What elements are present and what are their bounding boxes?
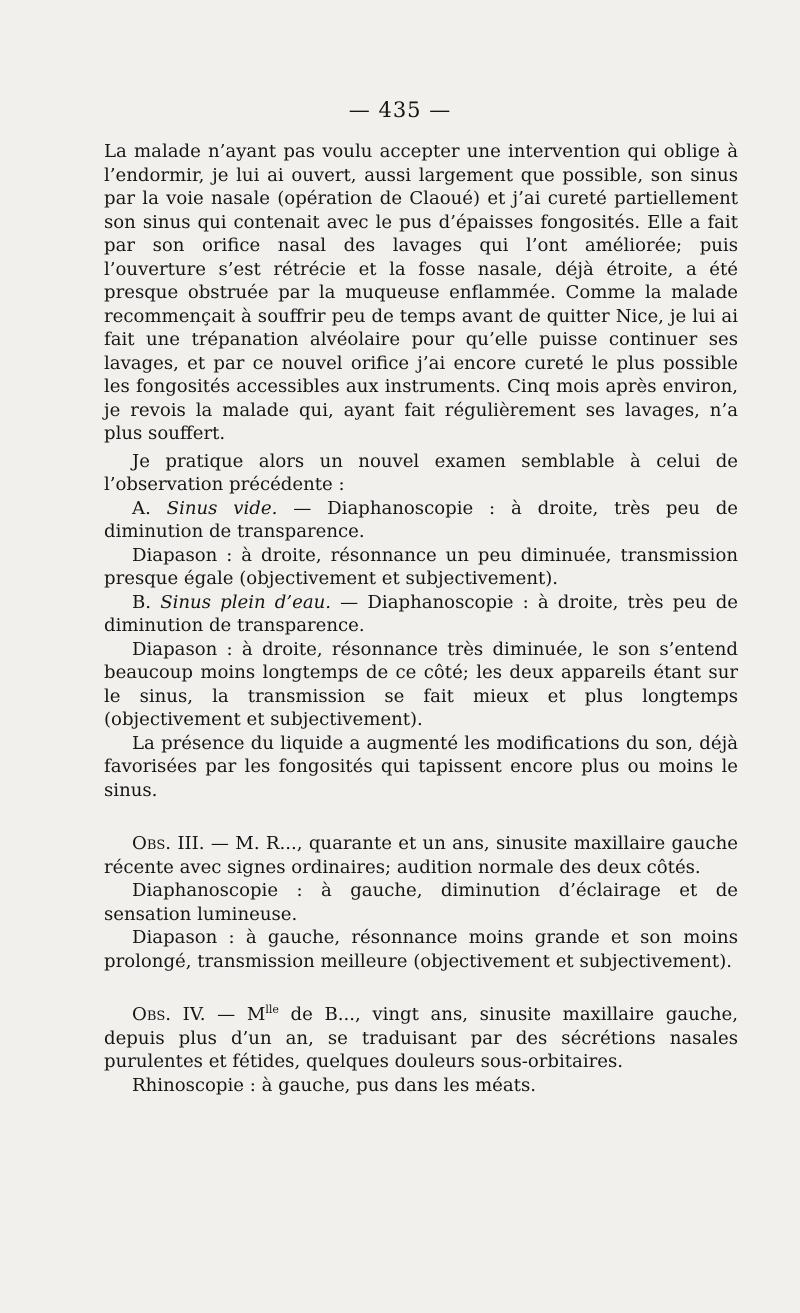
paragraph: Rhinoscopie : à gauche, pus dans les méats. xyxy=(132,1074,536,1096)
observation-label: Obs. III. xyxy=(132,833,205,854)
italic-heading: Sinus plein d’eau. xyxy=(160,591,332,613)
paragraph-text: — M. R..., quarante et un ans, sinusite maxillaire gauche récente avec signes ordinaires; audition normale des deux côtés. xyxy=(104,833,738,878)
paragraph: Diapason : à gauche, résonnance moins grande et son moins prolongé, transmission meilleure (objectivement et subjectivement). xyxy=(104,927,738,972)
italic-heading: Sinus vide. xyxy=(166,497,278,519)
superscript: lle xyxy=(265,1002,279,1016)
paragraph: Je pratique alors un nouvel examen semblable à celui de l’observation précédente : xyxy=(104,450,738,495)
paragraph-text: de B..., vingt ans, sinusite maxillaire gauche, depuis plus d’un an, se traduisant par des sécrétions nasales purulentes et fétides, quelques douleurs sous-orbitaires. xyxy=(104,1004,738,1072)
paragraph: La présence du liquide a augmenté les modifications du son, déjà favorisées par les fongosités qui tapissent encore plus ou moins le sinus. xyxy=(104,732,738,801)
item-letter: A. xyxy=(132,497,167,519)
observation-paragraph xyxy=(104,832,738,879)
paragraph: Diapason : à droite, résonnance un peu diminuée, transmission presque égale (objectivement et subjectivement). xyxy=(104,544,738,589)
item-letter: B. xyxy=(132,591,161,613)
paragraph-text: — Diaphanoscopie : à droite, très peu de diminution de transparence. xyxy=(104,497,738,542)
page-number: — 435 — xyxy=(348,98,452,122)
paragraph xyxy=(104,497,738,544)
paragraph xyxy=(104,591,738,638)
paragraph: Diaphanoscopie : à gauche, diminution d’éclairage et de sensation lumineuse. xyxy=(104,880,738,925)
body-text xyxy=(104,140,738,1097)
paragraph-text: — Diaphanoscopie : à droite, très peu de diminution de transparence. xyxy=(104,591,738,636)
observation-paragraph xyxy=(104,1003,738,1074)
paragraph-text: — M xyxy=(205,1004,266,1025)
paragraph: Diapason : à droite, résonnance très diminuée, le son s’entend beaucoup moins longtemps de ce côté; les deux appareils étant sur le sinus, la transmission se fait mieux et plus longtemps (objectivement et subjectivement). xyxy=(104,638,738,730)
paragraph: La malade n’ayant pas voulu accepter une intervention qui oblige à l’endormir, je lui ai ouvert, aussi largement que possible, son sinus par la voie nasale (opération de Claoué) et j’ai cureté partiellement son sinus qui contenait avec le pus d’épaisses fongosités. Elle a fait par son orifice nasal des lavages qui l’ont améliorée; puis l’ouverture s’est rétrécie et la fosse nasale, déjà étroite, a été presque obstruée par la muqueuse enflammée. Comme la malade recommençait à souffrir peu de temps avant de quitter Nice, je lui ai fait une trépanation alvéolaire pour qu’elle puisse continuer ses lavages, et par ce nouvel orifice j’ai encore cureté le plus possible les fongosités accessibles aux instruments. Cinq mois après environ, je revois la malade qui, ayant fait régulièrement ses lavages, n’a plus souffert. xyxy=(104,141,738,444)
observation-label: Obs. IV. xyxy=(132,1004,206,1025)
